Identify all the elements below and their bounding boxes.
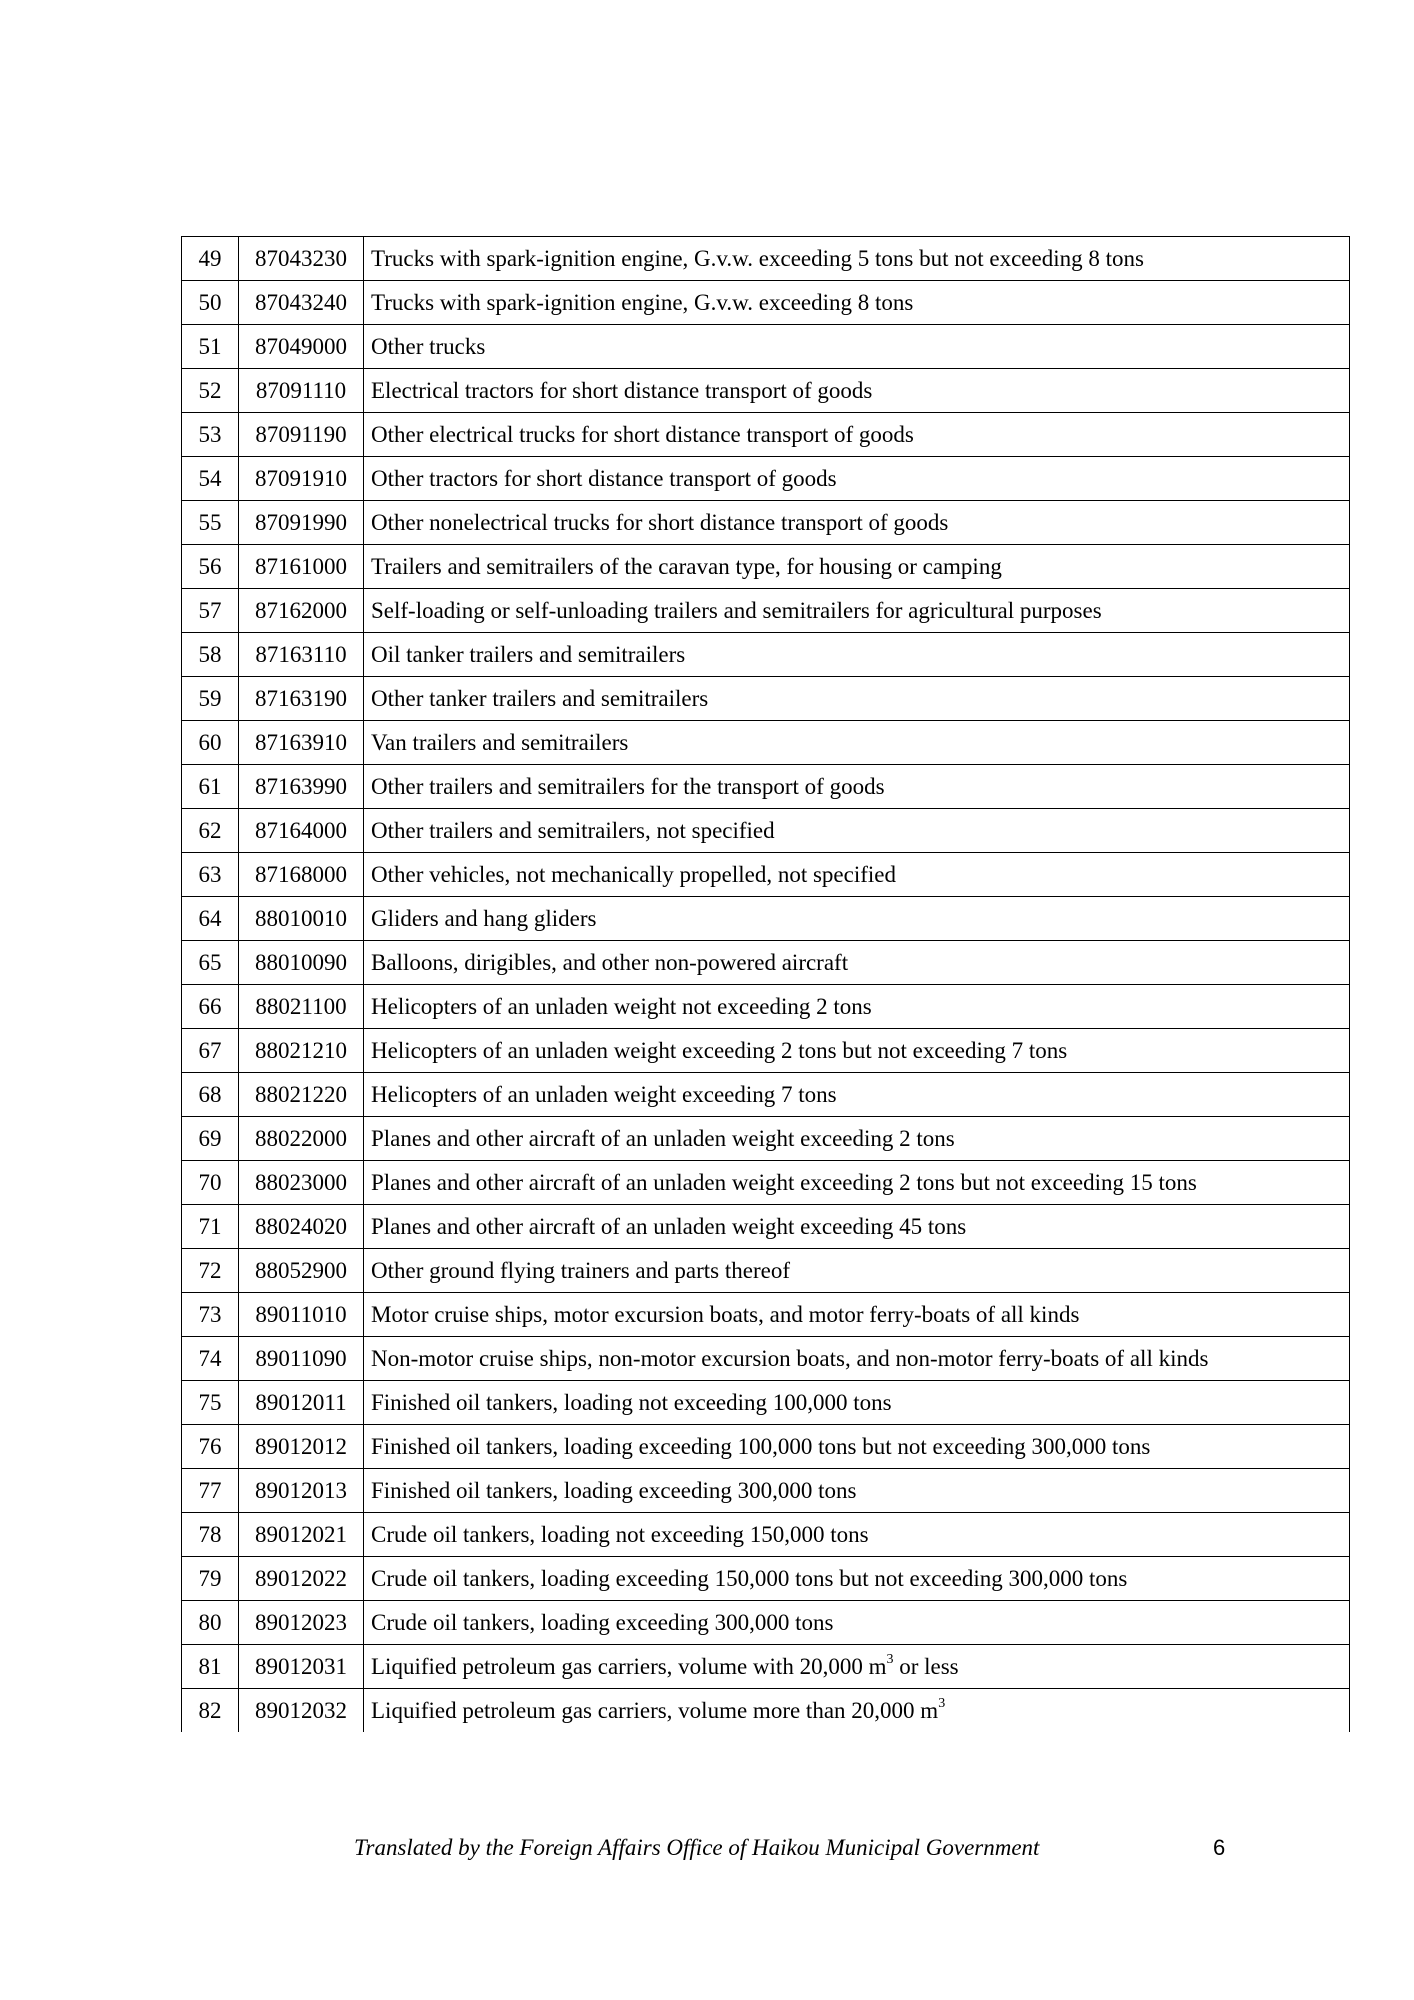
table-row — [182, 1425, 1350, 1469]
description-tail: or less — [893, 1654, 959, 1679]
table-row — [182, 1557, 1350, 1601]
description-cell: Self-loading or self-unloading trailers and semitrailers for agricultural purposes — [364, 589, 1350, 633]
row-number-cell: 74 — [182, 1337, 239, 1381]
table-row — [182, 1205, 1350, 1249]
table-row — [182, 369, 1350, 413]
table-row — [182, 457, 1350, 501]
table-row — [182, 809, 1350, 853]
code-cell: 87163910 — [239, 721, 364, 765]
code-cell: 88023000 — [239, 1161, 364, 1205]
superscript: 3 — [886, 1652, 894, 1668]
row-number-cell: 49 — [182, 237, 239, 281]
row-number-cell: 81 — [182, 1645, 239, 1689]
table-row — [182, 1337, 1350, 1381]
row-number-cell: 53 — [182, 413, 239, 457]
description-cell: Finished oil tankers, loading exceeding 100,000 tons but not exceeding 300,000 tons — [364, 1425, 1350, 1469]
code-cell: 88024020 — [239, 1205, 364, 1249]
code-cell: 87162000 — [239, 589, 364, 633]
row-number-cell: 75 — [182, 1381, 239, 1425]
row-number-cell: 82 — [182, 1689, 239, 1733]
description-cell: Other vehicles, not mechanically propelled, not specified — [364, 853, 1350, 897]
page-number: 6 — [1213, 1835, 1226, 1860]
row-number-cell: 71 — [182, 1205, 239, 1249]
code-cell: 89012023 — [239, 1601, 364, 1645]
code-cell: 88022000 — [239, 1117, 364, 1161]
table-row — [182, 281, 1350, 325]
code-cell: 89012031 — [239, 1645, 364, 1689]
table-row — [182, 765, 1350, 809]
table-row — [182, 1161, 1350, 1205]
code-cell: 87163110 — [239, 633, 364, 677]
description-cell: Planes and other aircraft of an unladen weight exceeding 2 tons but not exceeding 15 tons — [364, 1161, 1350, 1205]
table-row — [182, 1293, 1350, 1337]
code-cell: 88010010 — [239, 897, 364, 941]
code-cell: 88021220 — [239, 1073, 364, 1117]
table-row — [182, 1029, 1350, 1073]
description-cell: Crude oil tankers, loading exceeding 300,000 tons — [364, 1601, 1350, 1645]
description-cell: Van trailers and semitrailers — [364, 721, 1350, 765]
code-cell: 89012011 — [239, 1381, 364, 1425]
table-row — [182, 1469, 1350, 1513]
table-row — [182, 501, 1350, 545]
row-number-cell: 79 — [182, 1557, 239, 1601]
row-number-cell: 51 — [182, 325, 239, 369]
table-row — [182, 1249, 1350, 1293]
row-number-cell: 50 — [182, 281, 239, 325]
code-cell: 87043240 — [239, 281, 364, 325]
row-number-cell: 63 — [182, 853, 239, 897]
row-number-cell: 59 — [182, 677, 239, 721]
description-cell: Other tractors for short distance transport of goods — [364, 457, 1350, 501]
code-cell: 87091110 — [239, 369, 364, 413]
description-cell — [364, 1645, 1350, 1689]
code-cell: 89012012 — [239, 1425, 364, 1469]
code-cell: 87163190 — [239, 677, 364, 721]
row-number-cell: 65 — [182, 941, 239, 985]
code-cell: 88052900 — [239, 1249, 364, 1293]
row-number-cell: 67 — [182, 1029, 239, 1073]
table-row — [182, 413, 1350, 457]
table-row — [182, 721, 1350, 765]
description-cell: Other trailers and semitrailers, not specified — [364, 809, 1350, 853]
description-text: Liquified petroleum gas carriers, volume with 20,000 m — [371, 1654, 887, 1679]
description-cell: Non-motor cruise ships, non-motor excursion boats, and non-motor ferry-boats of all kinds — [364, 1337, 1350, 1381]
description-cell: Planes and other aircraft of an unladen weight exceeding 2 tons — [364, 1117, 1350, 1161]
table-row — [182, 897, 1350, 941]
code-cell: 87168000 — [239, 853, 364, 897]
code-cell: 89012021 — [239, 1513, 364, 1557]
row-number-cell: 64 — [182, 897, 239, 941]
row-number-cell: 58 — [182, 633, 239, 677]
description-cell: Motor cruise ships, motor excursion boats, and motor ferry-boats of all kinds — [364, 1293, 1350, 1337]
code-cell: 87091190 — [239, 413, 364, 457]
table-row — [182, 853, 1350, 897]
code-cell: 89011010 — [239, 1293, 364, 1337]
description-cell: Other trailers and semitrailers for the transport of goods — [364, 765, 1350, 809]
code-cell: 87164000 — [239, 809, 364, 853]
code-cell: 89012022 — [239, 1557, 364, 1601]
code-cell: 88021100 — [239, 985, 364, 1029]
description-cell: Other trucks — [364, 325, 1350, 369]
description-cell: Helicopters of an unladen weight not exceeding 2 tons — [364, 985, 1350, 1029]
row-number-cell: 70 — [182, 1161, 239, 1205]
table-row — [182, 1117, 1350, 1161]
description-cell: Helicopters of an unladen weight exceeding 2 tons but not exceeding 7 tons — [364, 1029, 1350, 1073]
description-cell: Other tanker trailers and semitrailers — [364, 677, 1350, 721]
row-number-cell: 80 — [182, 1601, 239, 1645]
description-cell: Balloons, dirigibles, and other non-powered aircraft — [364, 941, 1350, 985]
description-cell: Finished oil tankers, loading exceeding 300,000 tons — [364, 1469, 1350, 1513]
description-cell: Other electrical trucks for short distance transport of goods — [364, 413, 1350, 457]
description-cell: Trucks with spark-ignition engine, G.v.w. exceeding 5 tons but not exceeding 8 tons — [364, 237, 1350, 281]
table-body — [182, 237, 1350, 1733]
row-number-cell: 62 — [182, 809, 239, 853]
code-cell: 87043230 — [239, 237, 364, 281]
description-cell: Trucks with spark-ignition engine, G.v.w. exceeding 8 tons — [364, 281, 1350, 325]
tariff-code-table — [181, 236, 1350, 1732]
row-number-cell: 77 — [182, 1469, 239, 1513]
description-cell: Electrical tractors for short distance transport of goods — [364, 369, 1350, 413]
table-row — [182, 1645, 1350, 1689]
row-number-cell: 60 — [182, 721, 239, 765]
description-cell: Gliders and hang gliders — [364, 897, 1350, 941]
table-row — [182, 1513, 1350, 1557]
row-number-cell: 57 — [182, 589, 239, 633]
table-row — [182, 941, 1350, 985]
description-cell: Trailers and semitrailers of the caravan type, for housing or camping — [364, 545, 1350, 589]
row-number-cell: 54 — [182, 457, 239, 501]
code-cell: 87091910 — [239, 457, 364, 501]
table-row — [182, 237, 1350, 281]
row-number-cell: 73 — [182, 1293, 239, 1337]
description-cell: Finished oil tankers, loading not exceeding 100,000 tons — [364, 1381, 1350, 1425]
description-cell — [364, 1689, 1350, 1733]
row-number-cell: 61 — [182, 765, 239, 809]
code-cell: 89011090 — [239, 1337, 364, 1381]
code-cell: 87091990 — [239, 501, 364, 545]
row-number-cell: 78 — [182, 1513, 239, 1557]
row-number-cell: 66 — [182, 985, 239, 1029]
table-row — [182, 1689, 1350, 1733]
description-cell: Crude oil tankers, loading not exceeding 150,000 tons — [364, 1513, 1350, 1557]
row-number-cell: 72 — [182, 1249, 239, 1293]
table-row — [182, 1601, 1350, 1645]
row-number-cell: 76 — [182, 1425, 239, 1469]
row-number-cell: 55 — [182, 501, 239, 545]
superscript: 3 — [938, 1696, 946, 1712]
table-row — [182, 633, 1350, 677]
description-cell: Oil tanker trailers and semitrailers — [364, 633, 1350, 677]
code-cell: 87161000 — [239, 545, 364, 589]
code-cell: 87163990 — [239, 765, 364, 809]
table-row — [182, 985, 1350, 1029]
description-cell: Other ground flying trainers and parts thereof — [364, 1249, 1350, 1293]
table-row — [182, 325, 1350, 369]
code-cell: 87049000 — [239, 325, 364, 369]
code-cell: 89012032 — [239, 1689, 364, 1733]
table-row — [182, 1073, 1350, 1117]
description-cell: Other nonelectrical trucks for short distance transport of goods — [364, 501, 1350, 545]
table-row — [182, 545, 1350, 589]
code-cell: 89012013 — [239, 1469, 364, 1513]
code-cell: 88021210 — [239, 1029, 364, 1073]
row-number-cell: 52 — [182, 369, 239, 413]
table-row — [182, 677, 1350, 721]
table-row — [182, 589, 1350, 633]
description-text: Liquified petroleum gas carriers, volume more than 20,000 m — [371, 1698, 939, 1723]
row-number-cell: 56 — [182, 545, 239, 589]
row-number-cell: 68 — [182, 1073, 239, 1117]
table-row — [182, 1381, 1350, 1425]
code-cell: 88010090 — [239, 941, 364, 985]
description-cell: Crude oil tankers, loading exceeding 150,000 tons but not exceeding 300,000 tons — [364, 1557, 1350, 1601]
footer-translation-note: Translated by the Foreign Affairs Office of Haikou Municipal Government — [354, 1835, 1040, 1860]
description-cell: Helicopters of an unladen weight exceeding 7 tons — [364, 1073, 1350, 1117]
description-cell: Planes and other aircraft of an unladen weight exceeding 45 tons — [364, 1205, 1350, 1249]
row-number-cell: 69 — [182, 1117, 239, 1161]
